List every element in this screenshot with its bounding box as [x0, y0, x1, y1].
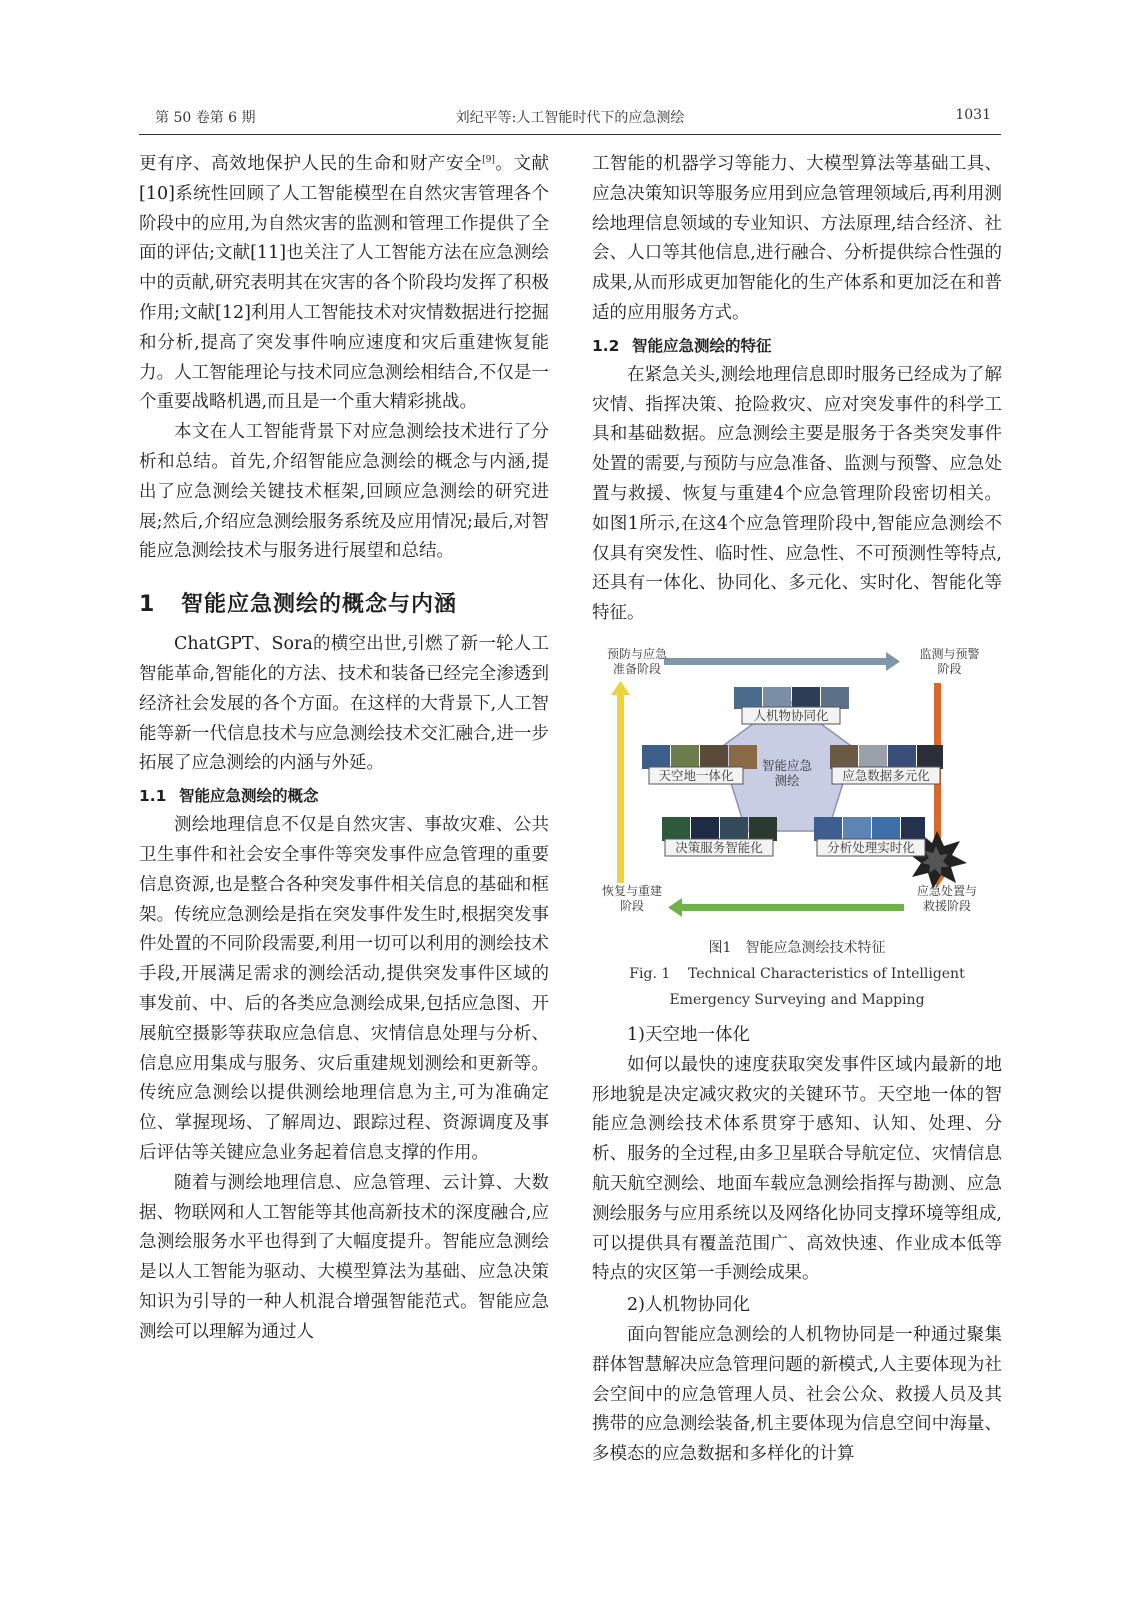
journal-volume: 第 50 卷第 6 期 — [155, 110, 256, 126]
left-arrow — [611, 681, 630, 883]
stage-prevention-text: 预防与应急 准备阶段 — [606, 646, 667, 676]
stage-monitoring-label — [897, 647, 1002, 677]
bottom-arrow — [668, 898, 904, 917]
feature-realtime: 分析处理实时化 — [827, 839, 915, 855]
item-1-title: 1)天空地一体化 — [627, 1024, 750, 1045]
running-header — [139, 104, 1001, 135]
stage-prevention-label — [592, 647, 682, 677]
left-column — [139, 150, 549, 1347]
caption-cn — [592, 935, 1002, 961]
photo-strip-bottom-right — [814, 817, 925, 841]
paragraph-4: 测绘地理信息不仅是自然灾害、事故灾难、公共卫生事件和社会安全事件等突发事件应急管理的重要信息资源,也是整合各种突发事件相关信息的基础和框架。传统应急测绘是指在突发事件发生时,根据突发事件处置的不同阶段需要,利用一切可以利用的测绘技术手段,开展满足需求的测绘活动,提供突发事件区域的事发前、中、后的各类应急测绘成果,包括应急图、开展航空摄影等获取应急信息、灾情信息处理与分析、信息应用集成与服务、灾后重建规划测绘和更新等。传统应急测绘以提供测绘地理信息为主,可为准确定位、掌握现场、了解周边、跟踪过程、资源调度及事后评估等关键应急业务起着信息支撑的作用。 — [139, 815, 549, 1163]
paragraph-7: 在紧急关头,测绘地理信息即时服务已经成为了解灾情、指挥决策、抢险救灾、应对突发事件的科学工具和基础数据。应急测绘主要是服务于各类突发事件处置的需要,与预防与应急准备、监测与预警、应急处置与救援、恢复与重建4个应急管理阶段密切相关。如图1所示,在这4个应急管理阶段中,智能应急测绘不仅具有突发性、临时性、应急性、不可预测性等特点,还具有一体化、协同化、多元化、实时化、智能化等特征。 — [592, 364, 1002, 624]
stage-monitoring-text: 监测与预警 阶段 — [919, 646, 980, 676]
section-title: 智能应急测绘的概念与内涵 — [181, 592, 458, 618]
subsection-title: 智能应急测绘的概念 — [179, 787, 319, 806]
subsection-title: 智能应急测绘的特征 — [632, 336, 772, 355]
photo-strip-right — [830, 745, 943, 769]
subsection-heading-1-2 — [592, 333, 1002, 359]
running-title: 刘纪平等:人工智能时代下的应急测绘 — [455, 110, 685, 126]
feature-intelligence: 决策服务智能化 — [675, 839, 763, 855]
photo-strip-bottom-left — [662, 817, 777, 841]
stage-response-text: 应急处置与 救援阶段 — [916, 883, 977, 913]
subsection-number: 1.2 — [592, 336, 620, 355]
subsection-number: 1.1 — [139, 787, 167, 806]
photo-strip-left — [642, 745, 757, 769]
center-label-text: 智能应急 测绘 — [761, 757, 812, 788]
figure-caption — [592, 935, 1002, 1013]
paragraph-1 — [139, 150, 549, 418]
right-column — [592, 150, 1002, 1470]
paragraph-1-text-a: 更有序、高效地保护人民的生命和财产安全 — [139, 154, 483, 174]
section-number: 1 — [139, 592, 156, 618]
paragraph-6: 工智能的机器学习等能力、大模型算法等基础工具、应急决策知识等服务应用到应急管理领域后,再利用测绘地理信息领域的专业知识、方法原理,结合经济、社会、人口等其他信息,进行融合、分析提供综合性强的成果,从而形成更加智能化的生产体系和更加泛在和普适的应用服务方式。 — [592, 154, 1002, 323]
paragraph-2: 本文在人工智能背景下对应急测绘技术进行了分析和总结。首先,介绍智能应急测绘的概念与内涵,提出了应急测绘关键技术框架,回顾应急测绘的研究进展;然后,介绍应急测绘服务系统及应用情况;最后,对智能应急测绘技术与服务进行展望和总结。 — [139, 422, 549, 562]
paragraph-9: 面向智能应急测绘的人机物协同是一种通过聚集群体智慧解决应急管理问题的新模式,人主要体现为社会空间中的应急管理人员、社会公众、救援人员及其携带的应急测绘装备,机主要体现为信息空间中海量、多模态的应急数据和多样化的计算 — [592, 1324, 1002, 1465]
paragraph-3: ChatGPT、Sora的横空出世,引燃了新一轮人工智能革命,智能化的方法、技术和装备已经完全渗透到经济社会发展的各个方面。在这样的大背景下,人工智能等新一代信息技术与应急测绘技术交汇融合,进一步拓展了应急测绘的内涵与外延。 — [139, 634, 549, 774]
stage-response-label — [892, 884, 1002, 914]
caption-en-1: Fig. 1 Technical Characteristics of Intelligent — [629, 965, 965, 982]
section-heading-1 — [139, 587, 549, 618]
feature-integration: 天空地一体化 — [658, 767, 734, 783]
caption-title: 智能应急测绘技术特征 — [745, 939, 886, 956]
subsection-heading-1-1 — [139, 783, 549, 809]
caption-en-2: Emergency Surveying and Mapping — [669, 991, 925, 1008]
feature-coordination: 人机物协同化 — [753, 707, 829, 723]
item-2-title: 2)人机物协同化 — [627, 1295, 750, 1316]
citation-9: [9] — [482, 155, 495, 166]
stage-recovery-label — [592, 884, 672, 914]
center-label — [747, 758, 827, 788]
paragraph-5: 随着与测绘地理信息、应急管理、云计算、大数据、物联网和人工智能等其他高新技术的深度融合,应急测绘服务水平也得到了大幅度提升。智能应急测绘是以人工智能为驱动、大模型算法为基础、应急决策知识为引导的一种人机混合增强智能范式。智能应急测绘可以理解为通过人 — [139, 1172, 549, 1342]
page-number: 1031 — [955, 107, 991, 123]
stage-recovery-text: 恢复与重建 阶段 — [601, 883, 662, 913]
paragraph-8: 如何以最快的速度获取突发事件区域内最新的地形地貌是决定减灾救灾的关键环节。天空地一体的智能应急测绘技术体系贯穿于感知、认知、处理、分析、服务的全过程,由多卫星联合导航定位、灾情信息航天航空测绘、地面车载应急测绘指挥与勘测、应急测绘服务与应用系统以及网络化协同支撑环境等组成,可以提供具有覆盖范围广、高效快速、作业成本低等特点的灾区第一手测绘成果。 — [592, 1054, 1002, 1284]
top-arrow — [664, 652, 900, 671]
paragraph-1-text-b: 。文献[10]系统性回顾了人工智能模型在自然灾害管理各个阶段中的应用,为自然灾害的监测和管理工作提供了全面的评估;文献[11]也关注了人工智能方法在应急测绘中的贡献,研究表明其在灾害的各个阶段均发挥了积极作用;文献[12]利用人工智能技术对灾情数据进行挖掘和分析,提高了突发事件响应速度和灾后重建恢复能力。人工智能理论与技术同应急测绘相结合,不仅是一个重要战略机遇,而且是一个重大精彩挑战。 — [139, 154, 549, 413]
figure-1 — [592, 641, 1002, 931]
feature-diversity: 应急数据多元化 — [842, 767, 930, 783]
caption-label: 图1 — [708, 939, 732, 956]
